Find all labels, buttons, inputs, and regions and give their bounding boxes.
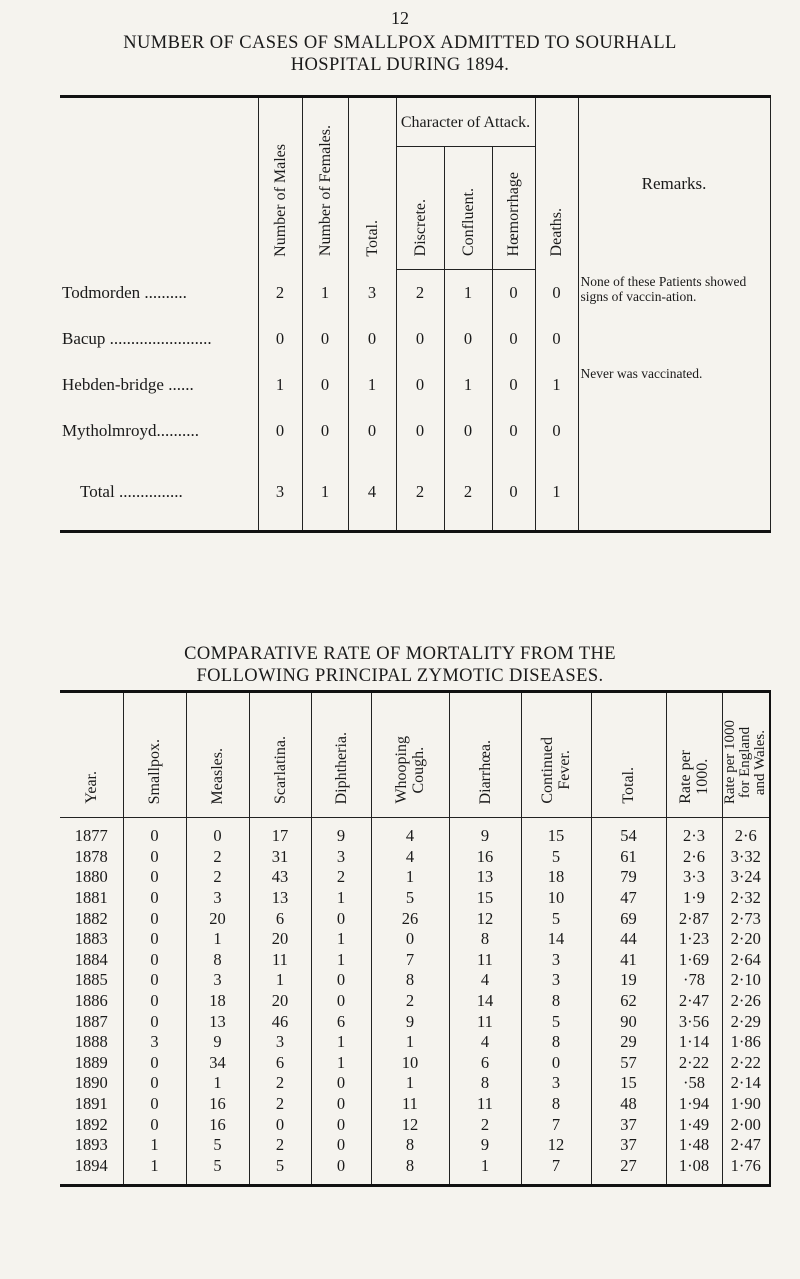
value-cell: 1 (186, 929, 249, 950)
value-cell: 1 (449, 1156, 521, 1177)
value-cell: 3 (123, 1032, 186, 1053)
value-cell: 11 (449, 1011, 521, 1032)
value-cell: 19 (591, 970, 666, 991)
header-deaths: Deaths. (535, 97, 578, 270)
value-cell: 2·6 (722, 826, 770, 847)
value-cell: 20 (186, 908, 249, 929)
value-cell: 0 (123, 1073, 186, 1094)
value-cell: 12 (449, 908, 521, 929)
value-cell: 8 (371, 1156, 449, 1177)
value-cell: 1 (123, 1135, 186, 1156)
header-diphtheria: Diphtheria. (311, 692, 371, 818)
value-cell: 2 (186, 867, 249, 888)
value-cell: 9 (186, 1032, 249, 1053)
total-total-cell: 4 (348, 454, 396, 532)
value-cell: 61 (591, 847, 666, 868)
value-cell: 15 (449, 888, 521, 909)
mortality-title-line-1: COMPARATIVE RATE OF MORTALITY FROM THE (184, 644, 616, 664)
value-cell: 2·22 (722, 1053, 770, 1074)
value-cell: 1·9 (666, 888, 722, 909)
value-cell: 9 (449, 1135, 521, 1156)
deaths-cell: 1 (535, 362, 578, 408)
smallpox-row (60, 270, 770, 317)
value-cell: 1 (311, 888, 371, 909)
value-cell: 4 (371, 826, 449, 847)
value-cell: 1·86 (722, 1032, 770, 1053)
value-cell: 15 (521, 826, 591, 847)
haemorrhage-cell: 0 (492, 362, 535, 408)
females-cell: 0 (302, 362, 348, 408)
discrete-cell: 0 (396, 362, 444, 408)
value-cell: 0 (311, 908, 371, 929)
value-cell: 4 (449, 1032, 521, 1053)
value-cell: 1 (186, 1073, 249, 1094)
value-cell: 2 (249, 1094, 311, 1115)
discrete-cell: 0 (396, 408, 444, 454)
value-cell: 3·3 (666, 867, 722, 888)
value-cell: 2·87 (666, 908, 722, 929)
header-haemorrhage: Hœmorrhage (492, 147, 535, 270)
value-cell: 0 (311, 1094, 371, 1115)
year-cell: 1890 (74, 1073, 108, 1093)
value-cell: 5 (371, 888, 449, 909)
males-cell: 0 (258, 316, 302, 362)
mortality-row (60, 1135, 770, 1156)
value-cell: 18 (186, 991, 249, 1012)
value-cell: 2·64 (722, 950, 770, 971)
value-cell: 8 (521, 1032, 591, 1053)
value-cell: 6 (249, 908, 311, 929)
year-cell: 1884 (74, 949, 108, 969)
place-cell: Hebden-bridge ...... (62, 375, 194, 394)
value-cell: ·78 (666, 970, 722, 991)
value-cell: 0 (123, 826, 186, 847)
value-cell: 2 (249, 1073, 311, 1094)
value-cell: 12 (371, 1114, 449, 1135)
value-cell: 37 (591, 1114, 666, 1135)
confluent-cell: 1 (444, 270, 492, 317)
header-scarlatina: Scarlatina. (249, 692, 311, 818)
haemorrhage-cell: 0 (492, 316, 535, 362)
value-cell: 9 (371, 1011, 449, 1032)
year-cell: 1882 (74, 908, 108, 928)
value-cell: 0 (311, 970, 371, 991)
remarks-cell: Never was vaccinated. (578, 362, 770, 454)
header-females: Number of Females. (302, 97, 348, 270)
place-cell: Bacup ........................ (62, 329, 212, 348)
value-cell: 7 (371, 950, 449, 971)
year-cell: 1885 (74, 970, 108, 990)
value-cell: 3·56 (666, 1011, 722, 1032)
haemorrhage-cell: 0 (492, 270, 535, 317)
year-cell: 1887 (74, 1011, 108, 1031)
header-year: Year. (60, 692, 123, 818)
total-remarks-cell (578, 454, 770, 532)
value-cell: 11 (449, 1094, 521, 1115)
value-cell: 13 (449, 867, 521, 888)
header-measles: Measles. (186, 692, 249, 818)
value-cell: 7 (521, 1156, 591, 1177)
value-cell: 2 (449, 1114, 521, 1135)
value-cell: 2·26 (722, 991, 770, 1012)
deaths-cell: 0 (535, 270, 578, 317)
total-cell: 0 (348, 316, 396, 362)
value-cell: 47 (591, 888, 666, 909)
value-cell: 5 (186, 1156, 249, 1177)
discrete-cell: 0 (396, 316, 444, 362)
total-males-cell: 3 (258, 454, 302, 532)
value-cell: 5 (521, 847, 591, 868)
value-cell: 18 (521, 867, 591, 888)
year-cell: 1881 (74, 888, 108, 908)
value-cell: 20 (249, 929, 311, 950)
value-cell: 5 (249, 1156, 311, 1177)
mortality-row (60, 847, 770, 868)
value-cell: 0 (123, 950, 186, 971)
value-cell: 0 (371, 929, 449, 950)
value-cell: 27 (591, 1156, 666, 1177)
value-cell: 16 (186, 1094, 249, 1115)
value-cell: 1·94 (666, 1094, 722, 1115)
value-cell: 31 (249, 847, 311, 868)
header-discrete: Discrete. (396, 147, 444, 270)
value-cell: 6 (311, 1011, 371, 1032)
value-cell: 34 (186, 1053, 249, 1074)
mortality-row (60, 1156, 770, 1177)
value-cell: 0 (123, 908, 186, 929)
value-cell: 1·14 (666, 1032, 722, 1053)
year-cell: 1878 (74, 846, 108, 866)
value-cell: 8 (186, 950, 249, 971)
value-cell: 2 (249, 1135, 311, 1156)
mortality-row (60, 929, 770, 950)
value-cell: 6 (249, 1053, 311, 1074)
value-cell: 11 (371, 1094, 449, 1115)
value-cell: 2·73 (722, 908, 770, 929)
value-cell: 10 (371, 1053, 449, 1074)
value-cell: 44 (591, 929, 666, 950)
value-cell: 41 (591, 950, 666, 971)
value-cell: 1 (311, 929, 371, 950)
remarks-cell: None of these Patients showed signs of vaccin-ation. (578, 270, 770, 363)
value-cell: 10 (521, 888, 591, 909)
value-cell: 1 (249, 970, 311, 991)
mortality-row (60, 991, 770, 1012)
value-cell: 3·32 (722, 847, 770, 868)
confluent-cell: 0 (444, 408, 492, 454)
value-cell: 0 (123, 1053, 186, 1074)
mortality-rate-table (60, 690, 771, 1187)
value-cell: 1 (311, 1053, 371, 1074)
value-cell: 11 (449, 950, 521, 971)
value-cell: 1·23 (666, 929, 722, 950)
value-cell: 1 (371, 1073, 449, 1094)
value-cell: 1·69 (666, 950, 722, 971)
females-cell: 0 (302, 408, 348, 454)
value-cell: 57 (591, 1053, 666, 1074)
value-cell: 0 (123, 929, 186, 950)
value-cell: 2·47 (666, 991, 722, 1012)
value-cell: 2·14 (722, 1073, 770, 1094)
mortality-row (60, 950, 770, 971)
value-cell: 90 (591, 1011, 666, 1032)
value-cell: 9 (449, 826, 521, 847)
confluent-cell: 0 (444, 316, 492, 362)
value-cell: 54 (591, 826, 666, 847)
value-cell: 0 (123, 867, 186, 888)
value-cell: 1·90 (722, 1094, 770, 1115)
header-smallpox: Smallpox. (123, 692, 186, 818)
mortality-title-line-2: FOLLOWING PRINCIPAL ZYMOTIC DISEASES. (196, 666, 604, 686)
value-cell: 17 (249, 826, 311, 847)
value-cell: 0 (249, 1114, 311, 1135)
header-whooping-cough: Whooping Cough. (371, 692, 449, 818)
value-cell: 12 (521, 1135, 591, 1156)
value-cell: 7 (521, 1114, 591, 1135)
year-cell: 1883 (74, 929, 108, 949)
header-total-deaths: Total. (591, 692, 666, 818)
header-continued-fever: Continued Fever. (521, 692, 591, 818)
value-cell: 0 (123, 1094, 186, 1115)
total-discrete-cell: 2 (396, 454, 444, 532)
total-haemorrhage-cell: 0 (492, 454, 535, 532)
header-confluent: Confluent. (444, 147, 492, 270)
haemorrhage-cell: 0 (492, 408, 535, 454)
discrete-cell: 2 (396, 270, 444, 317)
value-cell: 8 (521, 1094, 591, 1115)
value-cell: 20 (249, 991, 311, 1012)
value-cell: 2·29 (722, 1011, 770, 1032)
mortality-row (60, 1053, 770, 1074)
value-cell: 62 (591, 991, 666, 1012)
value-cell: 2·3 (666, 826, 722, 847)
value-cell: 69 (591, 908, 666, 929)
value-cell: 8 (449, 1073, 521, 1094)
value-cell: 0 (521, 1053, 591, 1074)
smallpox-table-title (0, 32, 800, 76)
value-cell: 2·20 (722, 929, 770, 950)
value-cell: 3 (521, 970, 591, 991)
value-cell: 79 (591, 867, 666, 888)
mortality-row (60, 1094, 770, 1115)
value-cell: 46 (249, 1011, 311, 1032)
value-cell: 8 (371, 970, 449, 991)
year-cell: 1886 (74, 991, 108, 1011)
year-cell: 1891 (74, 1094, 108, 1114)
deaths-cell: 0 (535, 408, 578, 454)
value-cell: 3 (521, 950, 591, 971)
value-cell: 0 (311, 1135, 371, 1156)
value-cell: 5 (521, 1011, 591, 1032)
value-cell: 2·32 (722, 888, 770, 909)
value-cell: 9 (311, 826, 371, 847)
value-cell: 13 (186, 1011, 249, 1032)
value-cell: 13 (249, 888, 311, 909)
total-cell: 3 (348, 270, 396, 317)
value-cell: 43 (249, 867, 311, 888)
value-cell: 3·24 (722, 867, 770, 888)
value-cell: 37 (591, 1135, 666, 1156)
header-diarrhoea: Diarrhœa. (449, 692, 521, 818)
value-cell: 0 (123, 970, 186, 991)
value-cell: 3 (521, 1073, 591, 1094)
value-cell: 11 (249, 950, 311, 971)
deaths-cell: 0 (535, 316, 578, 362)
year-cell: 1877 (74, 826, 108, 846)
value-cell: 2·00 (722, 1114, 770, 1135)
value-cell: 16 (186, 1114, 249, 1135)
page-number: 12 (391, 8, 409, 28)
total-cell: 0 (348, 408, 396, 454)
value-cell: 2·6 (666, 847, 722, 868)
value-cell: 2·10 (722, 970, 770, 991)
value-cell: 1·08 (666, 1156, 722, 1177)
value-cell: 0 (123, 991, 186, 1012)
value-cell: 2 (186, 847, 249, 868)
header-males: Number of Males (258, 97, 302, 270)
value-cell: 15 (591, 1073, 666, 1094)
total-cell: 1 (348, 362, 396, 408)
males-cell: 2 (258, 270, 302, 317)
value-cell: 1·49 (666, 1114, 722, 1135)
value-cell: 0 (123, 1114, 186, 1135)
header-remarks: Remarks. (578, 97, 770, 270)
value-cell: 2 (311, 867, 371, 888)
mortality-row (60, 1032, 770, 1053)
value-cell: 14 (521, 929, 591, 950)
value-cell: 0 (311, 1156, 371, 1177)
year-cell: 1894 (74, 1155, 108, 1175)
value-cell: 1 (311, 950, 371, 971)
value-cell: 29 (591, 1032, 666, 1053)
value-cell: 8 (449, 929, 521, 950)
total-deaths-cell: 1 (535, 454, 578, 532)
value-cell: 0 (311, 991, 371, 1012)
value-cell: 0 (186, 826, 249, 847)
total-females-cell: 1 (302, 454, 348, 532)
value-cell: 5 (186, 1135, 249, 1156)
value-cell: 2 (371, 991, 449, 1012)
place-cell: Mytholmroyd.......... (62, 421, 199, 440)
mortality-row (60, 908, 770, 929)
year-cell: 1892 (74, 1114, 108, 1134)
value-cell: 26 (371, 908, 449, 929)
value-cell: 3 (186, 970, 249, 991)
value-cell: 3 (249, 1032, 311, 1053)
value-cell: 0 (123, 1011, 186, 1032)
mortality-table-title (0, 643, 800, 687)
smallpox-total-row (60, 454, 770, 532)
value-cell: 1 (123, 1156, 186, 1177)
value-cell: 14 (449, 991, 521, 1012)
males-cell: 0 (258, 408, 302, 454)
value-cell: 1 (371, 867, 449, 888)
mortality-row (60, 970, 770, 991)
value-cell: 2·22 (666, 1053, 722, 1074)
value-cell: 8 (521, 991, 591, 1012)
value-cell: 6 (449, 1053, 521, 1074)
year-cell: 1880 (74, 867, 108, 887)
value-cell: 0 (311, 1073, 371, 1094)
confluent-cell: 1 (444, 362, 492, 408)
value-cell: ·58 (666, 1073, 722, 1094)
year-cell: 1889 (74, 1052, 108, 1072)
value-cell: 16 (449, 847, 521, 868)
mortality-row (60, 888, 770, 909)
year-cell: 1893 (74, 1135, 108, 1155)
total-label: Total ............... (80, 482, 183, 501)
total-confluent-cell: 2 (444, 454, 492, 532)
smallpox-title-line-1: NUMBER OF CASES OF SMALLPOX ADMITTED TO SOURHALL (123, 33, 677, 53)
year-cell: 1888 (74, 1032, 108, 1052)
females-cell: 1 (302, 270, 348, 317)
mortality-row (60, 867, 770, 888)
value-cell: 0 (311, 1114, 371, 1135)
value-cell: 2·47 (722, 1135, 770, 1156)
smallpox-row (60, 362, 770, 408)
value-cell: 3 (311, 847, 371, 868)
header-rate-england-wales: Rate per 1000 for England and Wales. (722, 692, 770, 818)
value-cell: 1·76 (722, 1156, 770, 1177)
place-cell: Todmorden .......... (62, 282, 187, 302)
females-cell: 0 (302, 316, 348, 362)
value-cell: 5 (521, 908, 591, 929)
header-character-of-attack: Character of Attack. (396, 97, 535, 147)
header-rate-per-1000: Rate per 1000. (666, 692, 722, 818)
smallpox-cases-table (60, 95, 771, 533)
value-cell: 0 (123, 888, 186, 909)
mortality-row (60, 1114, 770, 1135)
mortality-row (60, 1073, 770, 1094)
value-cell: 48 (591, 1094, 666, 1115)
value-cell: 3 (186, 888, 249, 909)
smallpox-title-line-2: HOSPITAL DURING 1894. (290, 55, 510, 75)
place-header (60, 97, 258, 270)
mortality-row (60, 826, 770, 847)
value-cell: 1 (371, 1032, 449, 1053)
value-cell: 4 (371, 847, 449, 868)
value-cell: 1·48 (666, 1135, 722, 1156)
males-cell: 1 (258, 362, 302, 408)
value-cell: 8 (371, 1135, 449, 1156)
mortality-row (60, 1011, 770, 1032)
header-total: Total. (348, 97, 396, 270)
value-cell: 4 (449, 970, 521, 991)
value-cell: 1 (311, 1032, 371, 1053)
value-cell: 0 (123, 847, 186, 868)
